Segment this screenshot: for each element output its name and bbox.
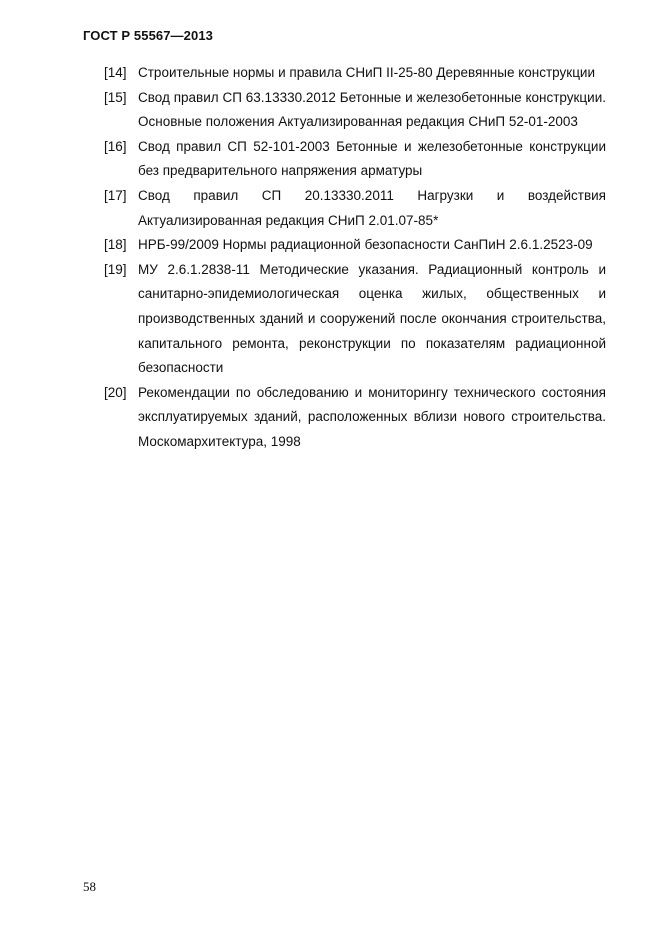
reference-item [104,86,606,135]
reference-item [104,184,606,233]
reference-text: Свод правил СП 52-101-2003 Бетонные и железобетонные конструкции без предварительного напряжения арматуры [138,138,606,179]
reference-item [104,381,606,455]
reference-text: НРБ-99/2009 Нормы радиационной безопасности СанПиН 2.6.1.2523-09 [138,237,593,253]
reference-number: [18] [104,237,127,253]
reference-item [104,258,606,381]
page-number: 58 [83,879,96,894]
reference-list [104,61,606,455]
reference-text: Строительные нормы и правила СНиП II-25-80 Деревянные конструкции [138,65,596,80]
reference-item [104,61,606,86]
reference-text: Свод правил СП 20.13330.2011 Нагрузки и воздействия Актуализированная редакция СНиП 2.01.07-85* [138,187,606,228]
reference-number: [16] [104,138,127,154]
reference-text: Рекомендации по обследованию и мониторингу технического состояния эксплуатируемых зданий, расположенных вблизи нового строительства. Москомархитектура, 1998 [138,384,606,449]
reference-number: [19] [104,261,127,277]
reference-number: [17] [104,187,127,203]
reference-number: [20] [104,384,127,400]
reference-item [104,233,606,258]
reference-text: Свод правил СП 63.13330.2012 Бетонные и железобетонные конструкции. Основные положения Актуализированная редакция СНиП 52-01-2003 [138,89,606,130]
document-header: ГОСТ Р 55567—2013 [83,28,213,43]
reference-text: МУ 2.6.1.2838-11 Методические указания. Радиационный контроль и санитарно-эпидемиологическая оценка жилых, общественных и производственных зданий и сооружений после окончания строительства, капитального ремонта, реконструкции по показателям радиационной безопасности [138,261,606,376]
reference-number: [15] [104,89,127,105]
reference-number: [14] [104,65,127,80]
reference-item [104,135,606,184]
